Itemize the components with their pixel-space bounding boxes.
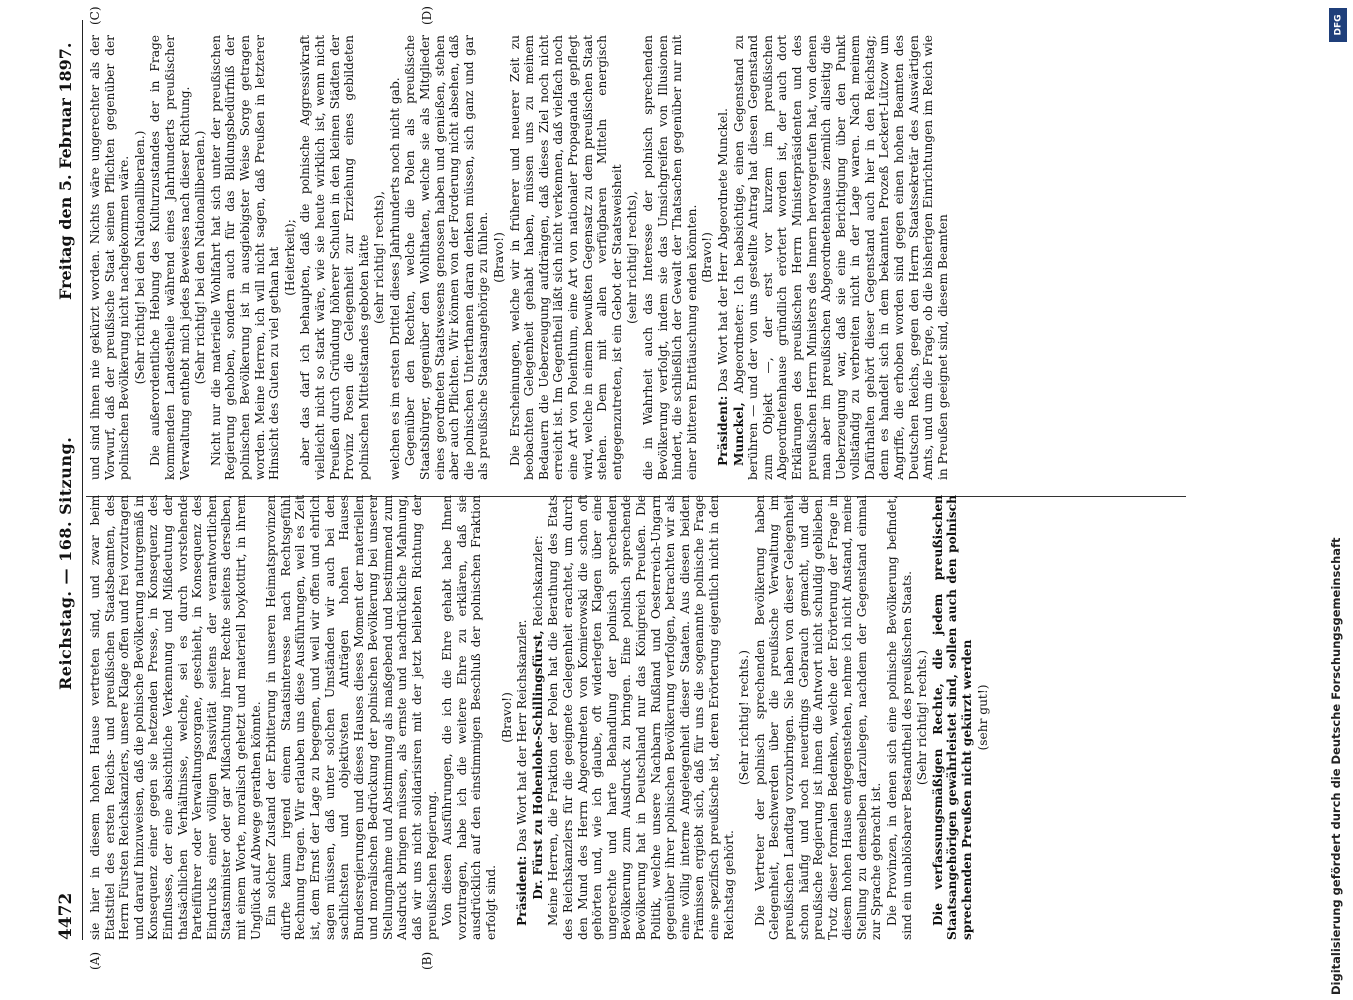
- interjection: (Bravo!): [700, 232, 715, 283]
- interjection: (Bravo!): [499, 692, 514, 743]
- interjection: (Sehr richtig! bei den Nationalliberalen.): [193, 130, 208, 385]
- paragraph: Gegenüber den Rechten, welche die Polen als preußische Staatsbürger, gegenüber den Wohlthaten, welche sie als Mitglieder eines geordneten Staatswesens genossen haben und genießen, stehen aber auch Pflichten. Wir können von der Forderung nicht absehen, daß die polnischen Unterthanen daran denken müssen, sich ganz und gar als preußische Staatsangehörige zu fühlen.: [403, 35, 491, 480]
- left-column: [88, 495, 991, 940]
- page-number: 4472: [56, 892, 76, 940]
- speaker-label: Präsident:: [715, 395, 730, 466]
- speaker-text: Das Wort hat der Herr Reichskanzler.: [515, 619, 530, 852]
- interjection: (Sehr richtig! bei den Nationalliberalen.): [132, 130, 147, 385]
- paragraph: welchen es im ersten Drittel dieses Jahrhunderts noch nicht gab.: [387, 77, 402, 480]
- interjection: (Bravo!): [492, 232, 507, 283]
- margin-marker-b: (B): [420, 951, 434, 970]
- speaker-name: Munckel,: [731, 402, 746, 466]
- speaker-text: Das Wort hat der Herr Abgeordnete Munckel.: [715, 108, 730, 392]
- right-column: [88, 35, 951, 480]
- speaker-role: Abgeordneter:: [731, 303, 746, 394]
- interjection: (Sehr richtig! rechts.): [737, 649, 752, 786]
- paragraph: Die verfassungsmäßigen Rechte, die jedem preußischen Staatsangehörigen gewährleistet sind, sollen auch den polnisch sprechenden Preußen nicht gekürzt werden: [930, 495, 975, 940]
- paragraph: Ein solcher Zustand der Erbitterung in unseren Heimatsprovinzen dürfte kaum irgend einem Staatsinteresse nach Rechtsgefühl Rechnung tragen. Wir erlauben uns diese Ausführungen, weil es Zeit ist, dem Ernst der Lage zu begegnen, und weil wir offen und ehrlich sagen müssen, daß unter solchen Umständen wir auch bei den sachlichsten und objektivsten Anträgen hohen Hauses Bundesregierungen und dieses Hauses dieses Moment der materiellen und moralischen Bedrückung der polnischen Bevölkerung bei unserer Stellungnahme und Abstimmung als maßgebend und bestimmend zum Ausdruck bringen müssen, als ernste und nachdrückliche Mahnung, daß wir uns nicht solidarisiren mit der jetzt beliebten Richtung der preußischen Regierung.: [264, 495, 439, 940]
- speaker-name: Dr. Fürst zu Hohenlohe-Schillingsfürst,: [530, 630, 545, 900]
- interjection: (sehr richtig! rechts),: [625, 190, 640, 325]
- session-title: Reichstag. — 168. Sitzung.: [56, 436, 75, 690]
- margin-marker-a: (A): [88, 951, 102, 970]
- paragraph: und sind ihnen nie gekürzt worden. Nichts wäre ungerechter als der Vorwurf, daß der preußische Staat seinen Pflichten gegenüber der polnischen Bevölkerung nicht nachgekommen wäre.: [88, 35, 132, 480]
- margin-marker-d: (D): [420, 6, 434, 25]
- interjection: (sehr gut!): [975, 684, 990, 751]
- paragraph: sie hier in diesem hohen Hause vertreten sind, und zwar beim Etatstitel des ersten Reichs- und preußischen Staatsbeamten, des Herrn Fürsten Reichskanzlers, unsere Klage offen und frei vorzutragen und darauf hinzuweisen, daß die polnische Bevölkerung naturgemäß in Konsequenz einer gegen sie hetzenden Presse, in Konsequenz des Einflusses, der eine absichtliche Verkennung und Mißdeutung der thatsächlichen Verhältnisse, welche, sei es durch vorstehende Parteiführer oder Verwaltungsorgane, geschieht, in Konsequenz des Eindrucks einer völligen Passivität seitens der verantwortlichen Staatsminister oder gar Mißachtung ihrer Rechte seitens derselben, mit einem Worte, moralisch gehetzt und materiell boykottirt, in ihrem Unglück auf Abwege gerathen könnte.: [88, 495, 263, 940]
- session-date: Freitag den 5. Februar 1897.: [56, 42, 75, 300]
- speaker-text: Ich beabsichtige, einen Gegenstand zu berühren — und der von uns gestellte Antrag hat diesen Gegenstand zum Objekt —, der erst vor kurzem im preußischen Abgeordnetenhause gründlich erörtert worden ist, der auch dort Erklärungen des preußischen Herrn Ministerpräsidenten und des preußischen Herrn Ministers des Innern hervorgerufen hat, von denen man aber im preußischen Abgeordnetenhause ziemlich allseitig die Ueberzeugung war, daß sie eine Berichtigung über den Punkt vollständig zu verbreiten nicht in der Lage waren. Nach meinem Dafürhalten gehört dieser Gegenstand auch hier in den Reichstag; denn es handelt sich in dem bekannten Prozeß Leckert-Lützow um Angriffe, die erhoben worden sind gegen einen hohen Beamten des Deutschen Reichs, gegen den Herrn Staatssekretär des Auswärtigen Amts, und um die Frage, ob die bisherigen Einrichtungen im Reich wie in Preußen geeignet sind, diesem Beamten: [731, 35, 950, 480]
- paragraph: Die Erscheinungen, welche wir in früherer und neuerer Zeit zu beobachten Gelegenheit gehabt haben, müssen uns zu meinem Bedauern die Ueberzeugung aufdrängen, daß dieses Ziel noch nicht erreicht ist. Im Gegentheil läßt sich nicht verkennen, daß vielfach noch eine Art von Polenthum, eine Art von nationaler Propaganda gepflegt wird, welche in einem bewußten Gegensatz zu dem preußischen Staat stehen. Dem mit allen verfügbaren Mitteln energisch entgegenzutreten, ist ein Gebot der Staatsweisheit: [507, 35, 624, 480]
- paragraph: Nicht nur die materielle Wohlfahrt hat sich unter der preußischen Regierung gehoben, sondern auch für das Bildungsbedürfniß der polnischen Bevölkerung ist in ausgiebigster Weise Sorge getragen worden. Meine Herren, ich will nicht sagen, daß Preußen in letzterer Hinsicht des Guten zu viel gethan hat: [208, 35, 282, 480]
- speaker-label: Präsident:: [515, 855, 530, 926]
- paragraph: Die Provinzen, in denen sich eine polnische Bevölkerung befindet, sind ein unablösbarer Bestandtheil des preußischen Staats.: [885, 495, 914, 940]
- interjection: (sehr richtig! rechts),: [372, 190, 387, 325]
- interjection: (Sehr richtig! rechts.): [915, 649, 930, 786]
- dfg-logo: DFG: [1329, 8, 1347, 42]
- paragraph: aber das darf ich behaupten, daß die polnische Aggressivkraft vielleicht nicht so stark wäre, wie sie heute wirklich ist, wenn nicht Preußen durch Gründung höherer Schulen in den kleinen Städten der Provinz Posen die Gelegenheit zur Erziehung eines gebildeten polnischen Mittelstandes geboten hätte: [298, 35, 371, 480]
- digitization-credit: [1326, 0, 1348, 1000]
- paragraph: Die Vertreter der polnisch sprechenden Bevölkerung haben Gelegenheit, Beschwerden über die preußische Verwaltung im preußischen Landtag vorzubringen. Sie haben von dieser Gelegenheit schon häufig und noch neuerdings Gebrauch gemacht, und die preußische Regierung ist ihnen die Antwort nicht schuldig geblieben. Trotz dieser formalen Bedenken, welche der Erörterung der Frage in diesem hohen Hause entgegenstehen, nehme ich nicht Anstand, meine Stellung zu demselben darzulegen, nachdem der Gegenstand einmal zur Sprache gebracht ist.: [752, 495, 884, 940]
- margin-marker-c: (C): [88, 6, 102, 25]
- interjection: (Heiterkeit);: [282, 219, 297, 296]
- paragraph: Von diesen Ausführungen, die ich die Ehre gehabt habe Ihnen vorzutragen, habe ich die weitere Ehre zu erklären, daß sie ausdrücklich auf den einstimmigen Beschluß der polnischen Fraktion erfolgt sind.: [440, 495, 499, 940]
- paragraph: Die außerordentliche Hebung des Kulturzustandes der in Frage kommenden Landestheile während eines Jahrhunderts preußischer Verwaltung enthebt mich jedes Beweises nach dieser Richtung.: [148, 35, 192, 480]
- speaker-role: Reichskanzler:: [530, 535, 545, 627]
- paragraph: Meine Herren, die Fraktion der Polen hat die Berathung des Etats des Reichskanzlers für die geeignete Gelegenheit erachtet, um durch den Mund des Herrn Abgeordneten von Komierowski die schon oft gehörten und, wie ich glaube, oft widerlegten Klagen über eine ungerechte und harte Behandlung der polnisch sprechenden Bevölkerung zum Ausdruck zu bringen. Eine polnisch sprechende Bevölkerung hat in Deutschland nur das Königreich Preußen. Die Politik, welche unsere Nachbarn Rußland und Oesterreich-Ungarn gegenüber ihrer polnischen Bevölkerung verfolgen, betrachten wir als eine völlig interne Angelegenheit dieser Staaten. Aus diesen beiden Prämissen ergiebt sich, daß für uns die sogenannte polnische Frage eine spezifisch preußische ist, deren Erörterung eigentlich nicht in den Reichstag gehört.: [546, 495, 736, 940]
- credit-text: Digitalisierung gefördert durch die Deutsche Forschungsgemeinschaft: [1329, 537, 1343, 995]
- paragraph: die in Wahrheit auch das Interesse der polnisch sprechenden Bevölkerung verfolgt, indem sie das Umsichgreifen von Illusionen hindert, die schließlich der Gewalt der Thatsachen gegenüber nur mit einer bitteren Enttäuschung enden könnten.: [640, 35, 699, 480]
- page-header: [52, 20, 83, 940]
